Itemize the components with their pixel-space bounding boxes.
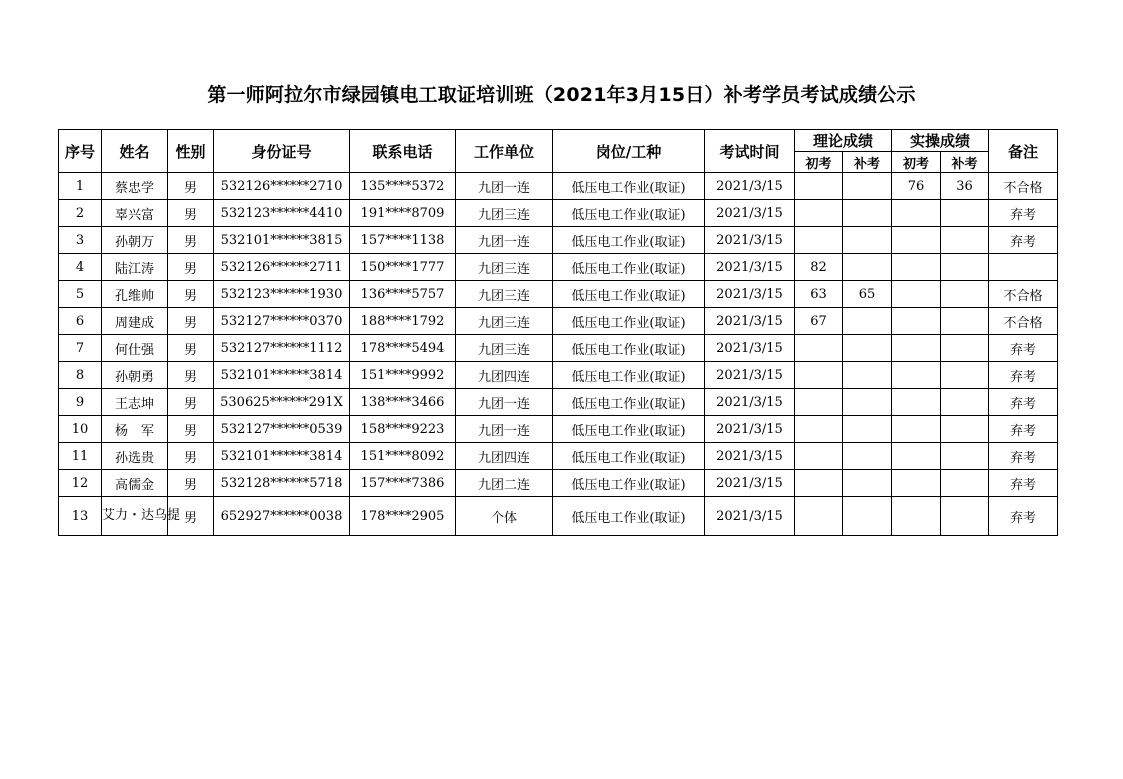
cell-theory-makeup	[843, 227, 892, 254]
cell-name: 陆江涛	[102, 254, 168, 281]
page-title: 第一师阿拉尔市绿园镇电工取证培训班（2021年3月15日）补考学员考试成绩公示	[207, 84, 916, 106]
cell-practice-first: 76	[892, 173, 941, 200]
cell-practice-makeup	[941, 335, 989, 362]
cell-date: 2021/3/15	[705, 308, 795, 335]
cell-unit: 九团二连	[456, 470, 553, 497]
cell-note: 弃考	[989, 335, 1058, 362]
header-unit: 工作单位	[456, 130, 553, 173]
cell-practice-first	[892, 335, 941, 362]
cell-unit: 九团三连	[456, 308, 553, 335]
table-row	[59, 389, 1058, 416]
cell-name: 辜兴富	[102, 200, 168, 227]
cell-unit: 九团四连	[456, 443, 553, 470]
results-table	[58, 129, 1058, 536]
cell-seq: 9	[59, 389, 102, 416]
cell-gender: 男	[168, 416, 214, 443]
cell-gender: 男	[168, 200, 214, 227]
cell-theory-makeup	[843, 200, 892, 227]
cell-post: 低压电工作业(取证)	[553, 443, 705, 470]
cell-date: 2021/3/15	[705, 389, 795, 416]
cell-date: 2021/3/15	[705, 497, 795, 536]
cell-date: 2021/3/15	[705, 227, 795, 254]
cell-theory-first	[795, 335, 843, 362]
cell-post: 低压电工作业(取证)	[553, 227, 705, 254]
table-row	[59, 470, 1058, 497]
cell-theory-makeup	[843, 416, 892, 443]
cell-seq: 11	[59, 443, 102, 470]
cell-unit: 九团三连	[456, 200, 553, 227]
cell-theory-first: 67	[795, 308, 843, 335]
cell-phone: 151****9992	[350, 362, 456, 389]
cell-note: 弃考	[989, 362, 1058, 389]
cell-theory-first	[795, 362, 843, 389]
cell-theory-makeup	[843, 443, 892, 470]
header-phone: 联系电话	[350, 130, 456, 173]
header-note: 备注	[989, 130, 1058, 173]
cell-unit: 九团一连	[456, 416, 553, 443]
header-date: 考试时间	[705, 130, 795, 173]
cell-seq: 8	[59, 362, 102, 389]
cell-practice-first	[892, 227, 941, 254]
cell-gender: 男	[168, 443, 214, 470]
cell-unit: 九团三连	[456, 281, 553, 308]
cell-post: 低压电工作业(取证)	[553, 200, 705, 227]
header-post: 岗位/工种	[553, 130, 705, 173]
cell-id: 532126******2711	[214, 254, 350, 281]
cell-theory-makeup	[843, 308, 892, 335]
cell-phone: 157****7386	[350, 470, 456, 497]
cell-note: 弃考	[989, 470, 1058, 497]
cell-seq: 5	[59, 281, 102, 308]
cell-gender: 男	[168, 281, 214, 308]
header-row	[59, 130, 1058, 152]
cell-date: 2021/3/15	[705, 200, 795, 227]
table-row	[59, 416, 1058, 443]
cell-seq: 13	[59, 497, 102, 536]
cell-phone: 150****1777	[350, 254, 456, 281]
cell-theory-first	[795, 173, 843, 200]
cell-practice-makeup	[941, 227, 989, 254]
cell-theory-makeup	[843, 389, 892, 416]
cell-theory-first	[795, 443, 843, 470]
cell-practice-first	[892, 254, 941, 281]
header-gender: 性别	[168, 130, 214, 173]
cell-id: 532101******3814	[214, 362, 350, 389]
cell-date: 2021/3/15	[705, 281, 795, 308]
cell-phone: 191****8709	[350, 200, 456, 227]
cell-note: 弃考	[989, 497, 1058, 536]
cell-practice-first	[892, 470, 941, 497]
cell-post: 低压电工作业(取证)	[553, 254, 705, 281]
cell-id: 532127******0370	[214, 308, 350, 335]
cell-practice-first	[892, 200, 941, 227]
cell-gender: 男	[168, 227, 214, 254]
cell-unit: 九团一连	[456, 173, 553, 200]
cell-note: 不合格	[989, 308, 1058, 335]
cell-phone: 135****5372	[350, 173, 456, 200]
cell-name: 孔维帅	[102, 281, 168, 308]
cell-seq: 12	[59, 470, 102, 497]
cell-name: 何仕强	[102, 335, 168, 362]
header-practice-first: 初考	[892, 152, 941, 173]
table-row	[59, 335, 1058, 362]
cell-gender: 男	[168, 308, 214, 335]
header-theory-first: 初考	[795, 152, 843, 173]
table-row	[59, 254, 1058, 281]
table-row	[59, 443, 1058, 470]
cell-phone: 151****8092	[350, 443, 456, 470]
cell-unit: 九团三连	[456, 335, 553, 362]
cell-practice-makeup	[941, 416, 989, 443]
cell-practice-first	[892, 389, 941, 416]
cell-theory-first	[795, 200, 843, 227]
cell-id: 532128******5718	[214, 470, 350, 497]
cell-date: 2021/3/15	[705, 470, 795, 497]
table-row	[59, 227, 1058, 254]
cell-theory-first: 82	[795, 254, 843, 281]
cell-note: 弃考	[989, 389, 1058, 416]
cell-id: 532126******2710	[214, 173, 350, 200]
cell-seq: 10	[59, 416, 102, 443]
cell-post: 低压电工作业(取证)	[553, 173, 705, 200]
cell-phone: 138****3466	[350, 389, 456, 416]
cell-date: 2021/3/15	[705, 443, 795, 470]
cell-phone: 188****1792	[350, 308, 456, 335]
cell-practice-makeup	[941, 254, 989, 281]
cell-gender: 男	[168, 173, 214, 200]
cell-name: 杨 军	[102, 416, 168, 443]
cell-practice-makeup	[941, 362, 989, 389]
cell-name: 孙朝勇	[102, 362, 168, 389]
cell-gender: 男	[168, 470, 214, 497]
header-theory: 理论成绩	[795, 130, 892, 152]
cell-seq: 4	[59, 254, 102, 281]
cell-phone: 158****9223	[350, 416, 456, 443]
cell-id: 532127******0539	[214, 416, 350, 443]
cell-post: 低压电工作业(取证)	[553, 308, 705, 335]
cell-post: 低压电工作业(取证)	[553, 362, 705, 389]
cell-theory-makeup	[843, 335, 892, 362]
cell-name: 孙朝万	[102, 227, 168, 254]
cell-seq: 3	[59, 227, 102, 254]
cell-gender: 男	[168, 254, 214, 281]
cell-name: 高儒金	[102, 470, 168, 497]
cell-unit: 九团三连	[456, 254, 553, 281]
cell-name: 孙选贵	[102, 443, 168, 470]
cell-seq: 7	[59, 335, 102, 362]
cell-note	[989, 254, 1058, 281]
cell-phone: 136****5757	[350, 281, 456, 308]
cell-practice-first	[892, 308, 941, 335]
cell-gender: 男	[168, 335, 214, 362]
cell-post: 低压电工作业(取证)	[553, 281, 705, 308]
cell-theory-first: 63	[795, 281, 843, 308]
header-practice-makeup: 补考	[941, 152, 989, 173]
cell-practice-first	[892, 497, 941, 536]
cell-practice-makeup: 36	[941, 173, 989, 200]
table-row	[59, 281, 1058, 308]
cell-note: 不合格	[989, 173, 1058, 200]
cell-gender: 男	[168, 389, 214, 416]
table-row	[59, 173, 1058, 200]
cell-name: 王志坤	[102, 389, 168, 416]
cell-gender: 男	[168, 497, 214, 536]
cell-date: 2021/3/15	[705, 254, 795, 281]
cell-unit: 九团四连	[456, 362, 553, 389]
cell-theory-makeup	[843, 173, 892, 200]
cell-post: 低压电工作业(取证)	[553, 389, 705, 416]
cell-phone: 178****2905	[350, 497, 456, 536]
cell-theory-first	[795, 416, 843, 443]
cell-seq: 2	[59, 200, 102, 227]
cell-practice-makeup	[941, 281, 989, 308]
table-row	[59, 200, 1058, 227]
cell-theory-makeup	[843, 254, 892, 281]
cell-note: 弃考	[989, 200, 1058, 227]
cell-note: 弃考	[989, 443, 1058, 470]
cell-name: 艾力・达乌提	[102, 497, 168, 536]
cell-phone: 178****5494	[350, 335, 456, 362]
cell-post: 低压电工作业(取证)	[553, 335, 705, 362]
cell-id: 532123******4410	[214, 200, 350, 227]
cell-practice-first	[892, 281, 941, 308]
cell-theory-first	[795, 470, 843, 497]
cell-practice-makeup	[941, 389, 989, 416]
cell-note: 不合格	[989, 281, 1058, 308]
cell-practice-first	[892, 416, 941, 443]
cell-theory-makeup	[843, 362, 892, 389]
cell-practice-makeup	[941, 443, 989, 470]
header-practice: 实操成绩	[892, 130, 989, 152]
cell-date: 2021/3/15	[705, 362, 795, 389]
cell-id: 532123******1930	[214, 281, 350, 308]
header-id: 身份证号	[214, 130, 350, 173]
table-row	[59, 362, 1058, 389]
cell-note: 弃考	[989, 416, 1058, 443]
cell-theory-first	[795, 497, 843, 536]
cell-practice-makeup	[941, 200, 989, 227]
cell-date: 2021/3/15	[705, 335, 795, 362]
cell-practice-first	[892, 443, 941, 470]
cell-gender: 男	[168, 362, 214, 389]
cell-theory-makeup	[843, 497, 892, 536]
cell-name: 周建成	[102, 308, 168, 335]
table-row	[59, 497, 1058, 536]
cell-practice-first	[892, 362, 941, 389]
cell-name: 蔡忠学	[102, 173, 168, 200]
cell-post: 低压电工作业(取证)	[553, 416, 705, 443]
cell-theory-makeup	[843, 470, 892, 497]
cell-id: 530625******291X	[214, 389, 350, 416]
cell-theory-first	[795, 227, 843, 254]
header-theory-makeup: 补考	[843, 152, 892, 173]
cell-note: 弃考	[989, 227, 1058, 254]
cell-practice-makeup	[941, 470, 989, 497]
cell-date: 2021/3/15	[705, 173, 795, 200]
header-name: 姓名	[102, 130, 168, 173]
cell-practice-makeup	[941, 308, 989, 335]
cell-unit: 九团一连	[456, 389, 553, 416]
cell-post: 低压电工作业(取证)	[553, 470, 705, 497]
cell-seq: 1	[59, 173, 102, 200]
cell-date: 2021/3/15	[705, 416, 795, 443]
cell-unit: 九团一连	[456, 227, 553, 254]
cell-unit: 个体	[456, 497, 553, 536]
cell-seq: 6	[59, 308, 102, 335]
cell-theory-first	[795, 389, 843, 416]
cell-id: 532101******3814	[214, 443, 350, 470]
cell-id: 652927******0038	[214, 497, 350, 536]
cell-id: 532127******1112	[214, 335, 350, 362]
cell-practice-makeup	[941, 497, 989, 536]
cell-phone: 157****1138	[350, 227, 456, 254]
cell-id: 532101******3815	[214, 227, 350, 254]
header-seq: 序号	[59, 130, 102, 173]
cell-post: 低压电工作业(取证)	[553, 497, 705, 536]
table-row	[59, 308, 1058, 335]
cell-theory-makeup: 65	[843, 281, 892, 308]
